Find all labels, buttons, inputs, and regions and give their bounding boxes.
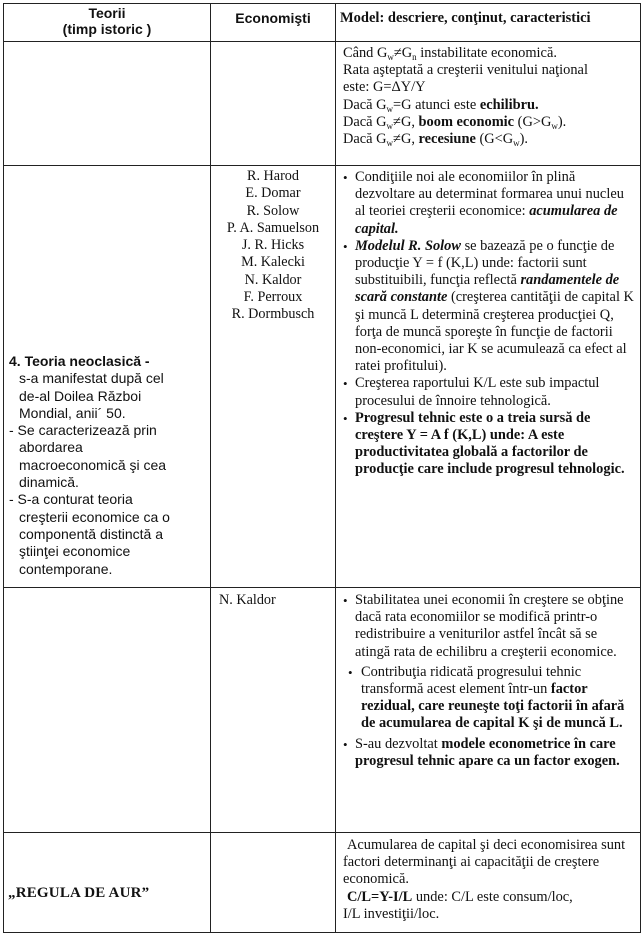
bullet-list — [343, 169, 634, 479]
row3-theory-cell — [4, 588, 211, 833]
row3-economists-cell — [211, 588, 336, 833]
list-item: • Creşterea raportului K/L este sub impactul procesului de înnoire tehnologică. — [343, 375, 634, 409]
list-item: • Stabilitatea unei economii în creştere se obţine dacă rata economiilor se modifică printr-o redistribuire a veniturilor astfel încât să se atingă rata de echilibru a creşterii economice. — [343, 592, 634, 661]
text-line: Acumularea de capital şi deci economisirea sunt factori determinanţi ai capacităţii de creştere economică. — [343, 837, 626, 888]
table-row — [4, 166, 641, 588]
economist-name: E. Domar — [245, 185, 301, 202]
header-row — [4, 4, 641, 42]
bullet-list — [343, 592, 634, 770]
economist-name: J. R. Hicks — [241, 237, 305, 254]
golden-rule-title: „REGULA DE AUR” — [8, 885, 150, 901]
row2-model-cell — [336, 166, 641, 588]
list-item: • Contribuţia ridicată progresului tehnic transformă acest element într-un factor rezidual, care reuneşte toţi factorii în afară de acumularea de capital K şi de muncă L. — [345, 664, 634, 733]
text-line: Rata aşteptată a creşterii venitului naţional — [343, 62, 588, 79]
header-model: Model: descriere, conţinut, caracteristici — [336, 4, 641, 42]
list-item: • S-au dezvoltat modele econometrice în care progresul tehnic apare ca un factor exogen. — [343, 736, 634, 770]
row3-model-cell — [336, 588, 641, 833]
table-row — [4, 588, 641, 833]
economist-name: P. A. Samuelson — [226, 219, 320, 236]
row2-economists-cell — [211, 166, 336, 588]
economist-name: N. Kaldor — [244, 271, 302, 288]
row1-economists-cell — [211, 42, 336, 166]
row4-model-cell — [336, 833, 641, 933]
row1-theory-cell — [4, 42, 211, 166]
economist-name: R. Solow — [246, 202, 300, 219]
header-economisti: Economişti — [211, 4, 336, 42]
list-item: • Progresul tehnic este o a treia sursă de creştere Y = A f (K,L) unde: A este productivitatea globală a factorilor de producţie care include progresul tehnologic. — [343, 410, 634, 479]
boom-line: Dacă $G_w\ne G$, boom economic $(G>G_w)$. — [343, 113, 567, 131]
text-line: este: G=ΔY/Y — [343, 79, 426, 96]
row1-model-cell — [336, 42, 641, 166]
economist-name: F. Perroux — [243, 289, 303, 306]
text-line: I/L investiţii/loc. — [343, 905, 440, 922]
list-item: • Modelul R. Solow se bazează pe o funcţie de producţie Y = f (K,L) unde: factorii sunt substituibili, funcţia reflectă randamentele de scară constante (creşterea cantităţii de capital K şi muncă L determină creşterea producţiei Q, forţa de muncă sporeşte în funcţie de factorii non-economici, iar K se acumulează ca efect al ratei profitului). — [343, 238, 634, 376]
theory-title: 4. Teoria neoclasică - — [9, 353, 150, 369]
equilibrium-line: Dacă $G_w=G$ atunci este echilibru. — [343, 96, 539, 114]
economist-name: M. Kalecki — [241, 254, 305, 271]
formula-line: C/L=Y-I/L unde: C/L este consum/loc, — [347, 888, 573, 905]
table-row — [4, 833, 641, 933]
growth-rate-instability: Când $G_w\ne G_n$ instabilitate economică. — [343, 45, 557, 62]
table-row — [4, 42, 641, 166]
economic-theories-table — [3, 3, 641, 933]
economist-name: N. Kaldor — [219, 592, 276, 608]
economist-name: R. Harod — [246, 168, 299, 184]
economist-name: R. Dormbusch — [231, 306, 315, 323]
row2-theory-cell: 4. Teoria neoclasică - s-a manifestat după cel de-al Doilea Război Mondial, anii´ 50. - Se caracterizează prin abordarea macroeconomică şi cea dinamică. - S-a conturat teoria creşterii economice ca o componentă distinctă a ştiinţei economice contemporane. — [4, 166, 211, 588]
row4-economists-cell — [211, 833, 336, 933]
row4-theory-cell — [4, 833, 211, 933]
header-teorii: Teorii (timp istoric ) — [4, 4, 211, 42]
recession-line: Dacă $G_w\ne G$, recesiune $(G<G_w)$. — [343, 131, 529, 149]
list-item: • Condiţiile noi ale economiilor în plină dezvoltare au determinat formarea unui nucleu al teoriei creşterii economice: acumularea de capital. — [343, 169, 634, 238]
